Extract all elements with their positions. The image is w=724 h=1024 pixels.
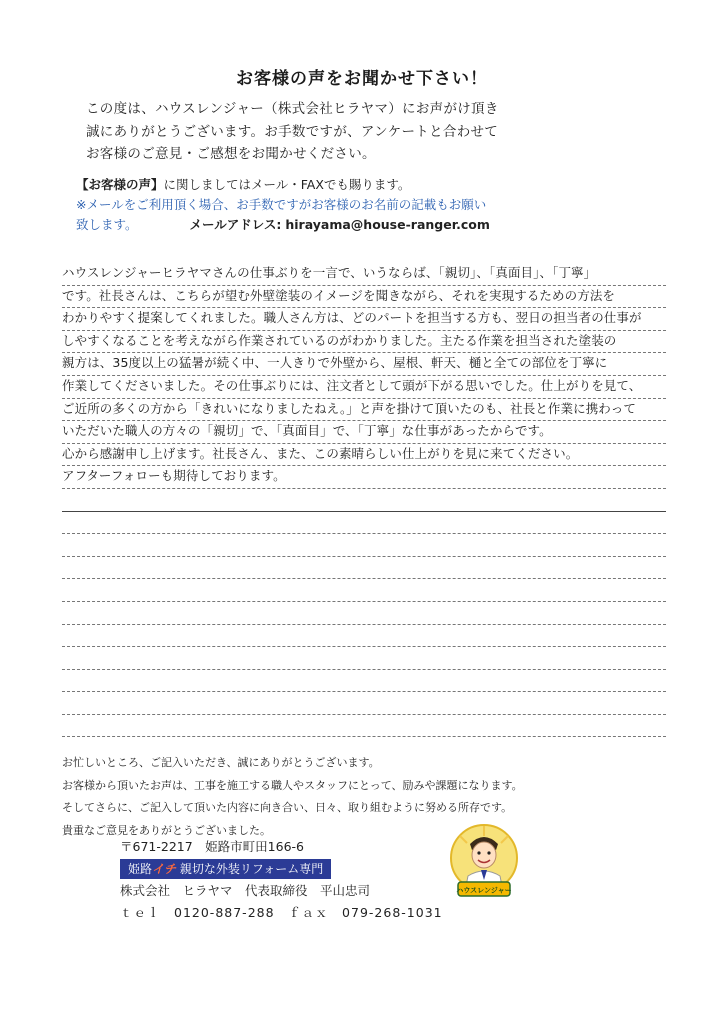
page-title: お客様の声をお聞かせ下さい！ xyxy=(236,69,488,89)
mascot-logo xyxy=(448,822,520,904)
blank-line xyxy=(62,602,666,625)
blank-line xyxy=(62,715,666,738)
comment-line: ご近所の多くの方から「きれいになりましたねえ。」と声を掛けて頂いたのも、社長と作業に携わって xyxy=(62,399,666,422)
note-text: に関しましてはメール・FAXでも賜ります。 xyxy=(163,177,411,192)
mascot-label: ハウスレンジャー xyxy=(456,886,512,895)
company-name: 株式会社 ヒラヤマ 代表取締役 平山忠司 xyxy=(120,883,371,898)
thanks-line: お客様から頂いたお声は、工事を施工する職人やスタッフにとって、励みや課題になります。 xyxy=(62,778,523,792)
intro-line: この度は、ハウスレンジャー（株式会社ヒラヤマ）にお声がけ頂き xyxy=(86,101,499,117)
comment-line: しやすくなることを考えながら作業されているのがわかりました。主たる作業を担当された塗装の xyxy=(62,331,666,354)
thanks-line: そしてさらに、ご記入して頂いた内容に向き合い、日々、取り組むように努める所存です。 xyxy=(62,801,513,814)
company-contact: ｔｅｌ 0120-887-288 ｆａｘ 079-268-1031 xyxy=(120,905,443,920)
company-address: 〒671-2217 姫路市町田166-6 xyxy=(120,839,305,854)
contact-note xyxy=(76,175,490,235)
thanks-line: お忙しいところ、ご記入いただき、誠にありがとうございます。 xyxy=(62,756,380,769)
intro-text xyxy=(86,98,556,166)
banner-accent: イチ xyxy=(152,862,177,876)
comment-line: アフターフォローも期待しております。 xyxy=(62,466,666,489)
blank-line xyxy=(62,512,666,535)
company-info xyxy=(120,836,443,924)
comment-line: 作業してくださいました。その仕事ぶりには、注文者として頭が下がる思いでした。仕上がりを見て、 xyxy=(62,376,666,399)
comment-line: ハウスレンジャーヒラヤマさんの仕事ぶりを一言で、いうならば、「親切」、「真面目」、「丁寧」 xyxy=(62,263,666,286)
blank-line xyxy=(62,670,666,693)
intro-line: お客様のご意見・ご感想をお聞かせください。 xyxy=(86,146,376,162)
banner-text: 親切な外装リフォーム専門 xyxy=(179,862,324,876)
email-note: ※メールをご利用頂く場合、お手数ですがお客様のお名前の記載もお願い xyxy=(76,197,487,212)
comment-line: です。社長さんは、こちらが望む外壁塗装のイメージを聞きながら、それを実現するための方法を xyxy=(62,286,666,309)
note-heading: 【お客様の声】 xyxy=(76,177,164,192)
blank-line xyxy=(62,534,666,557)
banner-prefix: 姫路 xyxy=(128,862,153,876)
company-banner xyxy=(120,859,331,879)
blank-line xyxy=(62,489,666,512)
mascot-icon xyxy=(448,822,520,904)
thanks-line: 貴重なご意見をありがとうございました。 xyxy=(62,823,271,837)
blank-line xyxy=(62,579,666,602)
intro-line: 誠にありがとうございます。お手数ですが、アンケートと合わせて xyxy=(86,123,499,140)
email-note-end: 致します。 xyxy=(76,217,138,232)
comment-line: 親方は、35度以上の猛暑が続く中、一人きりで外壁から、屋根、軒天、樋と全ての部位を丁寧に xyxy=(62,353,666,376)
blank-line xyxy=(62,625,666,648)
comment-area xyxy=(62,263,666,737)
blank-line xyxy=(62,647,666,670)
comment-line: いただいた職人の方々の「親切」で、「真面目」で、「丁寧」な仕事があったからです。 xyxy=(62,421,666,444)
blank-line xyxy=(62,557,666,580)
blank-line xyxy=(62,692,666,715)
mail-label: メールアドレス: xyxy=(189,217,282,232)
comment-line: 心から感謝申し上げます。社長さん、また、この素晴らしい仕上がりを見に来てください。 xyxy=(62,444,666,467)
comment-line: わかりやすく提案してくれました。職人さん方は、どのパートを担当する方も、翌日の担当者の仕事が xyxy=(62,308,666,331)
mail-address-link[interactable]: hirayama@house-ranger.com xyxy=(285,217,490,232)
